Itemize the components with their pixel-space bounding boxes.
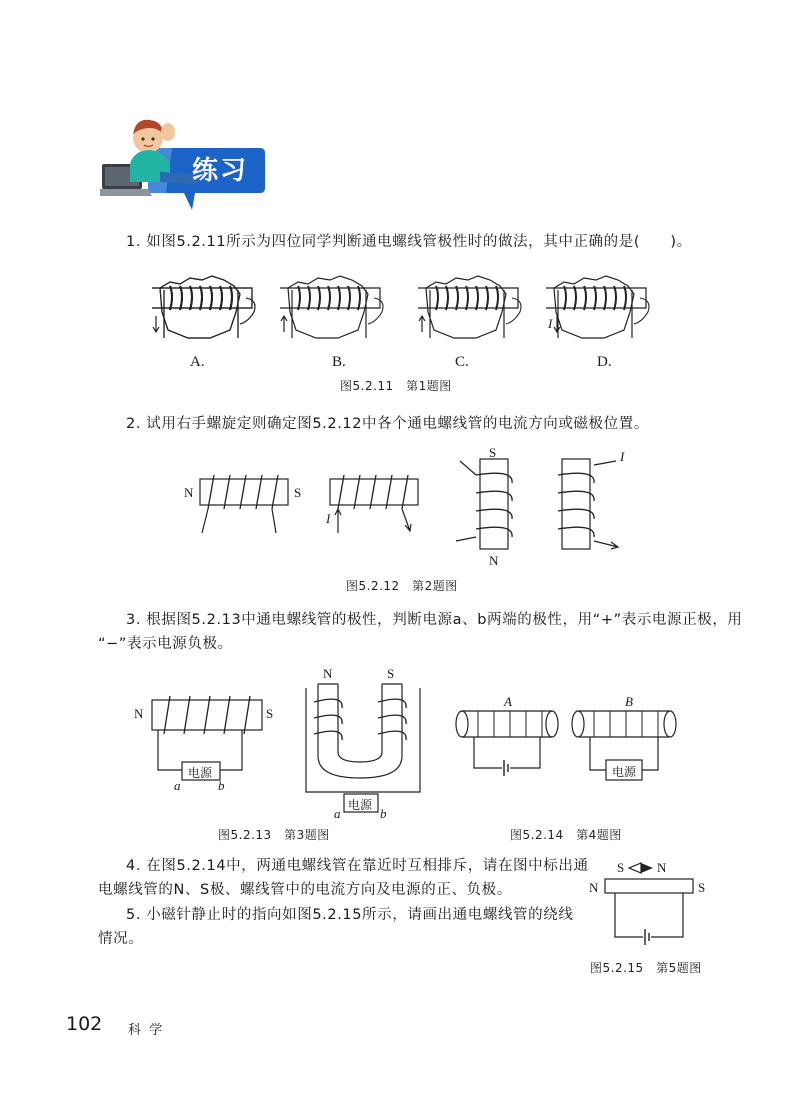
fig13-n-label: N: [134, 706, 144, 721]
question-3-text-line2: “−”表示电源负极。: [98, 636, 233, 652]
caption-5-2-13: 图5.2.13 第3题图: [218, 828, 330, 842]
fig13-u-b-label: b: [380, 806, 387, 821]
fig12-n-label: N: [184, 485, 194, 500]
fig13-u-a-label: a: [334, 806, 341, 821]
figure-5-2-15: [585, 855, 715, 950]
needle-n-label: N: [657, 860, 667, 875]
fig13-u-s-label: S: [387, 666, 395, 681]
figure-5-2-11: [150, 272, 670, 352]
question-3-text-line1: 3. 根据图5.2.13中通电螺线管的极性，判断电源a、b两端的极性，用“+”表示电源正极，用: [126, 612, 743, 628]
fig12-current-label: I: [326, 511, 331, 526]
option-c: C.: [455, 354, 469, 370]
fig12-s-label: S: [294, 485, 302, 500]
subject-label: 科 学: [128, 1023, 165, 1038]
option-a: A.: [190, 354, 205, 370]
exercise-title: 练习: [192, 156, 249, 186]
fig12-bottom-n-label: N: [489, 553, 499, 568]
figure-5-2-13: [130, 660, 440, 825]
fig13-u-n-label: N: [323, 666, 333, 681]
question-5-line1: 5. 小磁针静止时的指向如图5.2.15所示，请画出通电螺线管的绕线: [126, 907, 574, 923]
option-b: B.: [332, 354, 346, 370]
fig14-b-label: B: [625, 694, 633, 709]
caption-5-2-14: 图5.2.14 第4题图: [510, 828, 622, 842]
fig14-a-label: A: [504, 694, 512, 709]
fig12-current-label-4: I: [620, 449, 625, 464]
fig13-b-label: b: [218, 778, 225, 793]
option-d: D.: [597, 354, 612, 370]
fig14-power-source: 电源: [612, 765, 637, 779]
fig15-n-label: N: [589, 880, 599, 895]
figure-5-2-12: [180, 445, 650, 570]
fig12-top-s-label: S: [489, 445, 497, 460]
question-4-line2: 电螺线管的N、S极、螺线管中的电流方向及电源的正、负极。: [98, 882, 512, 898]
exercise-header: [100, 112, 280, 217]
fig15-s-label: S: [698, 880, 706, 895]
question-5-line2: 情况。: [98, 931, 144, 947]
student-laptop-illustration: [100, 112, 280, 217]
fig13-a-label: a: [174, 778, 181, 793]
fig13-s-label: S: [266, 706, 274, 721]
caption-5-2-11: 图5.2.11 第1题图: [340, 379, 452, 393]
question-2-text: 2. 试用右手螺旋定则确定图5.2.12中各个通电螺线管的电流方向或磁极位置。: [126, 416, 649, 432]
fig13-power-source: 电源: [188, 766, 213, 780]
caption-5-2-15: 图5.2.15 第5题图: [590, 961, 702, 975]
caption-5-2-12: 图5.2.12 第2题图: [346, 579, 458, 593]
question-4-line1: 4. 在图5.2.14中，两通电螺线管在靠近时互相排斥，请在图中标出通: [126, 858, 589, 874]
page-number: 102: [66, 1013, 103, 1035]
question-1-text: 1. 如图5.2.11所示为四位同学判断通电螺线管极性时的做法，其中正确的是( )。: [126, 234, 692, 250]
current-label-d: I: [548, 316, 553, 331]
figure-5-2-14: [452, 694, 692, 794]
needle-s-label: S: [617, 860, 625, 875]
fig13-u-power-source: 电源: [348, 798, 373, 812]
